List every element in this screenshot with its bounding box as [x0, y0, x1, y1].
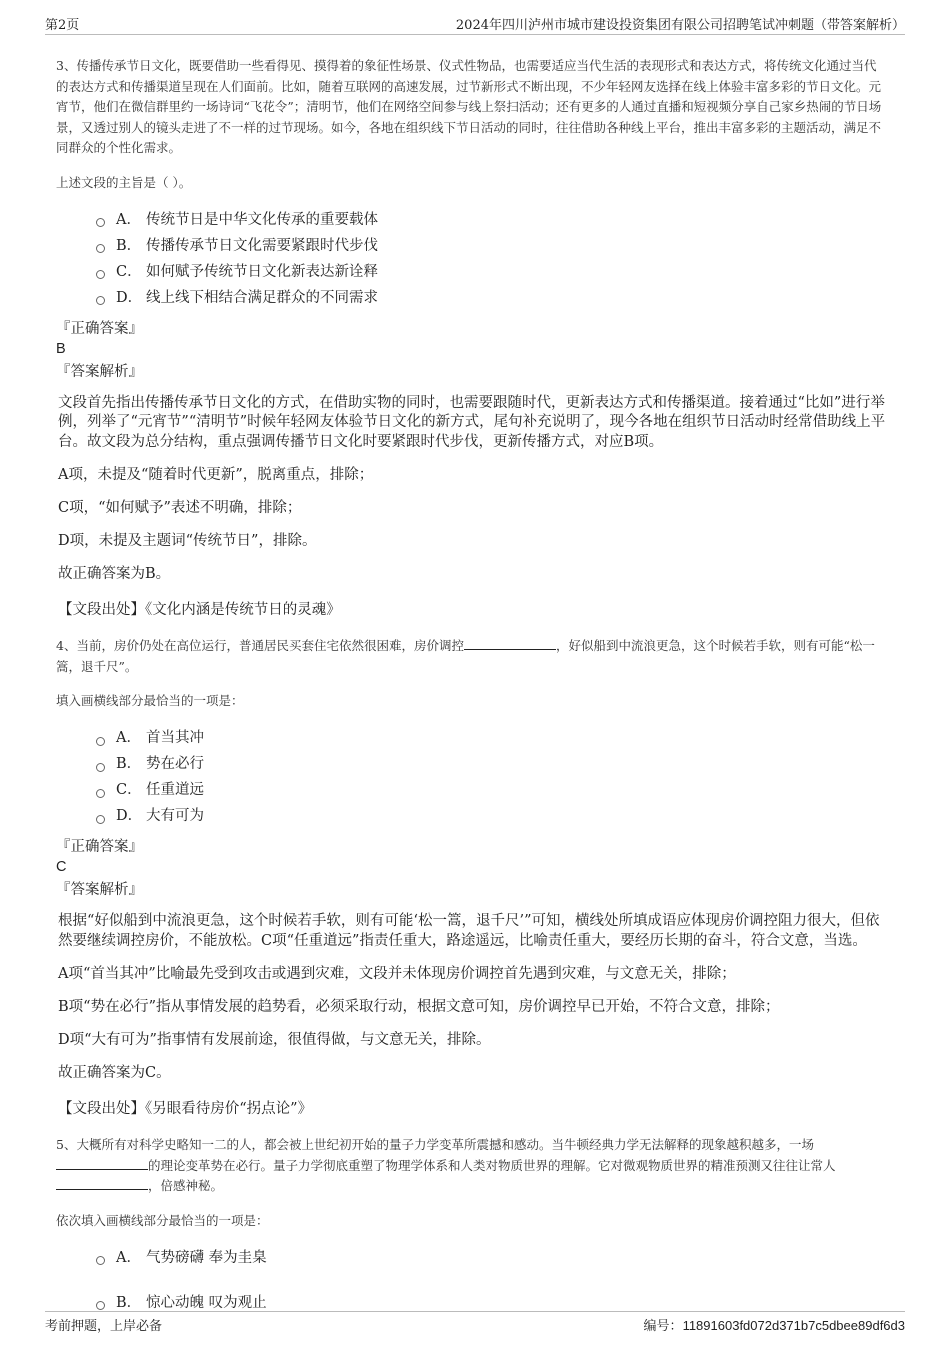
- analysis-conclusion: 故正确答案为B。: [58, 566, 171, 582]
- fill-blank: [56, 1157, 148, 1170]
- page-footer: [45, 1311, 905, 1334]
- analysis-text: 根据“好似船到中流浪更急，这个时候若手软，则有可能‘松一篙，退千尺’”可知，横线处所填成语应体现房价调控阻力很大，但依然要继续调控房价，不能放松。C项“任重道远”指责任重大，路途遥远，比喻责任重大，要经历长期的奋斗，符合文意，当选。: [58, 913, 880, 949]
- option-d[interactable]: D． 大有可为: [96, 803, 886, 829]
- analysis-text: 文段首先指出传播传承节日文化的方式，在借助实物的同时，也需要跟随时代，更新表达方式和传播渠道。接着通过“比如”进行举例，列举了“元宵节”“清明节”时候年轻网友体验节日文化的新方式，尾句补充说明了，现今各地在组织节日活动时经常借助线上平台。故文段为总分结构，重点强调传播节日文化时要紧跟时代步伐，更新传播方式，对应B项。: [58, 394, 886, 450]
- question-prompt: 上述文段的主旨是（ ）。: [56, 174, 192, 190]
- question-text: 4、当前，房价仍处在高位运行，普通居民买套住宅依然很困难，房价调控 ，好似船到中流浪更急，这个时候若手软，则有可能“松一篙，退千尺”。: [56, 638, 875, 674]
- radio-icon[interactable]: [96, 815, 105, 824]
- options-list: [96, 207, 886, 311]
- option-b[interactable]: B． 传播传承节日文化需要紧跟时代步伐: [96, 233, 886, 259]
- page-number: 第2页: [45, 18, 80, 33]
- page-header: [45, 12, 905, 35]
- question-5: [56, 1135, 886, 1316]
- question-text: 5、大概所有对科学史略知一二的人，都会被上世纪初开始的量子力学变革所震撼和感动。当牛顿经典力学无法解释的现象越积越多，一场的理论变革势在必行。量子力学彻底重塑了物理学体系和人类对物质世界的理解。它对微观物质世界的精准预测又往往让常人，倍感神秘。: [56, 1137, 836, 1193]
- question-4: [56, 636, 886, 1119]
- option-d[interactable]: D． 线上线下相结合满足群众的不同需求: [96, 285, 886, 311]
- document-code: 编号：11891603fd072d371b7c5dbee89df6d3: [643, 1318, 905, 1334]
- options-list: [96, 1245, 886, 1316]
- analysis-item: D项，未提及主题词“传统节日”，排除。: [58, 533, 317, 549]
- analysis-item: A项，未提及“随着时代更新”，脱离重点，排除；: [58, 467, 374, 483]
- options-list: [96, 725, 886, 829]
- analysis-item: C项，“如何赋予”表述不明确，排除；: [58, 500, 302, 516]
- option-c[interactable]: C． 如何赋予传统节日文化新表达新诠释: [96, 259, 886, 285]
- radio-icon[interactable]: [96, 737, 105, 746]
- analysis-item: D项“大有可为”指事情有发展前途，很值得做，与文意无关，排除。: [58, 1032, 491, 1048]
- option-a[interactable]: A． 首当其冲: [96, 725, 886, 751]
- analysis-label: 『答案解析』: [56, 882, 143, 898]
- document-title: 2024年四川泸州市城市建设投资集团有限公司招聘笔试冲刺题（带答案解析）: [455, 18, 905, 33]
- text-source: 【文段出处】《另眼看待房价“拐点论”》: [58, 1101, 313, 1117]
- fill-blank: [464, 637, 556, 650]
- correct-answer: B: [56, 340, 66, 357]
- option-b[interactable]: B． 势在必行: [96, 751, 886, 777]
- option-a[interactable]: A． 传统节日是中华文化传承的重要载体: [96, 207, 886, 233]
- option-c[interactable]: C． 任重道远: [96, 777, 886, 803]
- analysis-item: A项“首当其冲”比喻最先受到攻击或遇到灾难，文段并未体现房价调控首先遇到灾难，与文意无关，排除；: [58, 966, 736, 982]
- question-3: [56, 56, 886, 620]
- analysis-label: 『答案解析』: [56, 363, 143, 380]
- analysis-item: B项“势在必行”指从事情发展的趋势看，必须采取行动，根据文意可知，房价调控早已开始，不符合文意，排除；: [58, 999, 780, 1015]
- radio-icon[interactable]: [96, 789, 105, 798]
- correct-answer: C: [56, 859, 67, 875]
- radio-icon[interactable]: [96, 1256, 105, 1265]
- radio-icon[interactable]: [96, 218, 105, 227]
- question-prompt: 填入画横线部分最恰当的一项是：: [56, 693, 244, 708]
- analysis-conclusion: 故正确答案为C。: [58, 1065, 171, 1081]
- text-source: 【文段出处】《文化内涵是传统节日的灵魂》: [58, 602, 341, 618]
- radio-icon[interactable]: [96, 763, 105, 772]
- correct-answer-label: 『正确答案』: [56, 839, 143, 855]
- correct-answer-label: 『正确答案』: [56, 320, 143, 337]
- fill-blank: [56, 1177, 148, 1190]
- radio-icon[interactable]: [96, 1301, 105, 1310]
- radio-icon[interactable]: [96, 296, 105, 305]
- option-b[interactable]: B． 惊心动魄 叹为观止: [96, 1290, 886, 1316]
- question-text: 3、传播传承节日文化，既要借助一些看得见、摸得着的象征性场景、仪式性物品，也需要适应当代生活的表现形式和表达方式，将传统文化通过当代的表达方式和传播渠道呈现在人们面前。比如，随着互联网的高速发展，过节新形式不断出现，不少年轻网友选择在线上体验丰富多彩的节日文化。元宵节，他们在微信群里约一场诗词“飞花令”；清明节，他们在网络空间参与线上祭扫活动；还有更多的人通过直播和短视频分享自己家乡热闹的节日场景，又透过别人的镜头走进了不一样的过节现场。如今，各地在组织线下节日活动的同时，往往借助各种线上平台，推出丰富多彩的主题活动，满足不同群众的个性化需求。: [56, 58, 882, 155]
- page-content: [56, 56, 886, 1316]
- footer-slogan: 考前押题，上岸必备: [45, 1319, 163, 1334]
- radio-icon[interactable]: [96, 244, 105, 253]
- question-prompt: 依次填入画横线部分最恰当的一项是：: [56, 1212, 269, 1228]
- option-a[interactable]: A． 气势磅礴 奉为圭臬: [96, 1245, 886, 1271]
- radio-icon[interactable]: [96, 270, 105, 279]
